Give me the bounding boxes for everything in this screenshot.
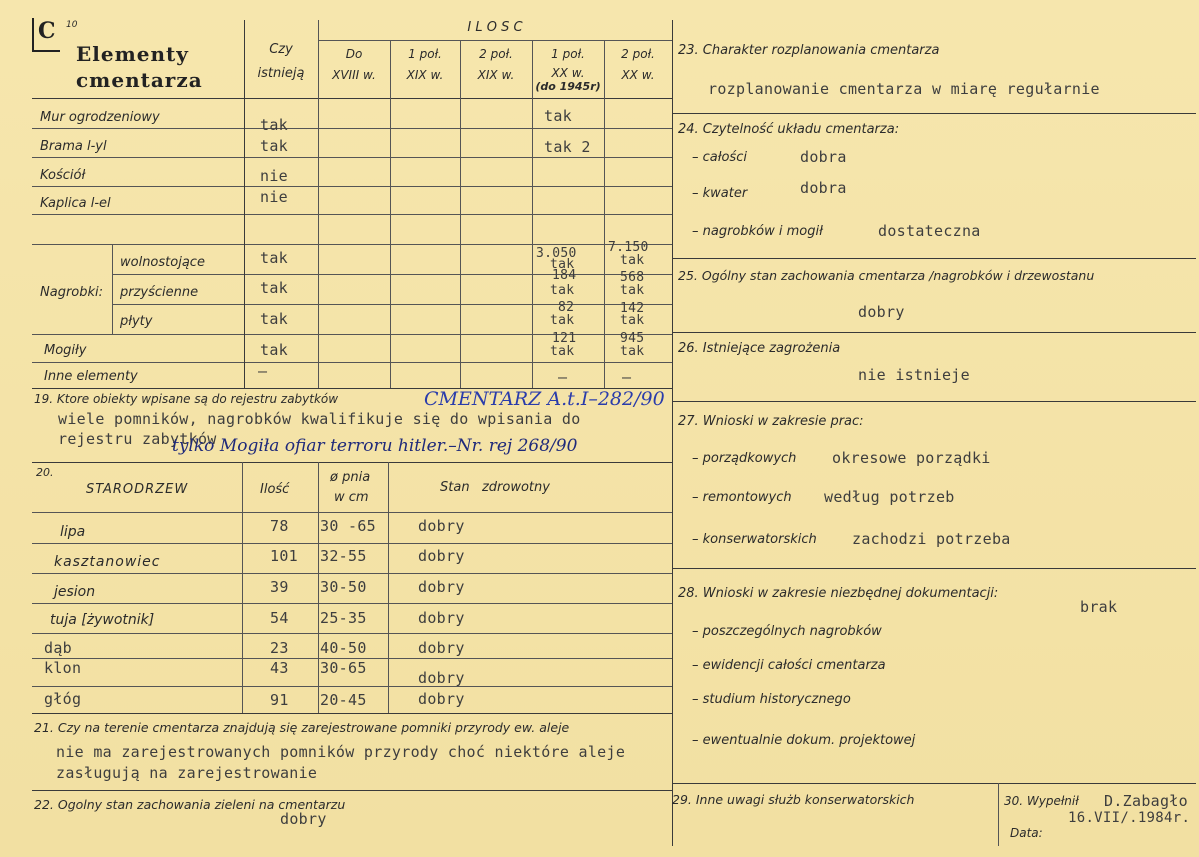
tree-name: kasztanowiec xyxy=(54,554,161,570)
q28-label: 28. Wnioski w zakresie niezbędnej dokumentacji: xyxy=(678,586,999,601)
header-pol1-xx-3: (do 1945r) xyxy=(535,80,601,93)
q24-nagrobkow-label: – nagrobków i mogił xyxy=(692,224,823,239)
cell-mogily-czy: tak xyxy=(260,341,288,359)
q19-line1: wiele pomników, nagrobków kwalifikuje się do wpisania do xyxy=(58,410,581,428)
tree-health: dobry xyxy=(418,639,465,657)
cell-wolnostojace-pol2xx: tak xyxy=(620,253,645,268)
q19-handwritten-note: tylko Mogiła ofiar terroru hitler.–Nr. rej 268/90 xyxy=(172,436,578,456)
cell-kaplica-czy: nie xyxy=(260,188,288,206)
tree-count: 91 xyxy=(270,691,289,709)
header-pol2-xix-1: 2 poł. xyxy=(479,47,513,61)
header-pol1-xx-2: XX w. xyxy=(551,66,585,80)
q27-rem-value: według potrzeb xyxy=(824,488,955,506)
q20-header-health: Stan zdrowotny xyxy=(440,480,550,495)
cell-przyscienne-pol2xx: tak xyxy=(620,283,645,298)
tree-count: 78 xyxy=(270,517,289,535)
section-sup: 10 xyxy=(66,20,78,30)
tree-name: głóg xyxy=(44,690,82,708)
tree-health: dobry xyxy=(418,547,465,565)
q23-value: rozplanowanie cmentarza w miarę regułarnie xyxy=(708,80,1100,98)
header-pol1-xix-2: XIX w. xyxy=(406,68,444,82)
q20-header-diam-1: ø pnia xyxy=(330,470,371,485)
form-title-line1: Elementy xyxy=(76,42,189,66)
header-pol1-xx-1: 1 poł. xyxy=(551,47,585,61)
q22-value: dobry xyxy=(280,810,327,828)
header-ilosc: I L O S C xyxy=(467,20,523,35)
q28-item3: – studium historycznego xyxy=(692,692,851,707)
q25-label: 25. Ogólny stan zachowania cmentarza /nagrobków i drzewostanu xyxy=(678,268,1095,283)
tree-diam: 30-50 xyxy=(320,578,367,596)
q26-label: 26. Istniejące zagrożenia xyxy=(678,341,841,356)
tree-diam: 32-55 xyxy=(320,547,367,565)
q21-label: 21. Czy na terenie cmentarza znajdują się zarejestrowane pomniki przyrody ew. aleje xyxy=(34,720,570,735)
header-do-xviii-2: XVIII w. xyxy=(332,68,376,82)
tree-name: jesion xyxy=(54,584,96,600)
cell-wolnostojace-pol1xx-num: 3.050 xyxy=(536,246,577,261)
cell-plyty-pol1xx: tak xyxy=(550,313,575,328)
row-label-brama: Brama l-yl xyxy=(40,139,107,154)
header-do-xviii-1: Do xyxy=(345,47,363,61)
q23-label: 23. Charakter rozplanowania cmentarza xyxy=(678,43,940,58)
row-label-inne: Inne elementy xyxy=(44,369,138,384)
q27-kons-label: – konserwatorskich xyxy=(692,532,817,547)
row-label-przyscienne: przyścienne xyxy=(120,285,199,300)
tree-diam: 30 -65 xyxy=(320,517,376,535)
q20-header-tree: STARODRZEW xyxy=(86,482,189,497)
row-label-mur: Mur ogrodzeniowy xyxy=(40,110,160,125)
q27-porz-label: – porządkowych xyxy=(692,451,797,466)
tree-diam: 20-45 xyxy=(320,691,367,709)
q29-label: 29. Inne uwagi służb konserwatorskich xyxy=(672,792,915,807)
q19-label: 19. Ktore obiekty wpisane są do rejestru zabytków xyxy=(34,392,339,406)
header-istnieja: istnieją xyxy=(257,66,305,81)
cell-inne-pol2xx: — xyxy=(622,368,632,386)
cell-przyscienne-czy: tak xyxy=(260,279,288,297)
cell-wolnostojace-czy: tak xyxy=(260,249,288,267)
q28-item1: – poszczególnych nagrobków xyxy=(692,624,882,639)
tree-name: klon xyxy=(44,659,82,677)
cell-brama-pol1xx: tak 2 xyxy=(544,138,591,156)
cell-kosciol-czy: nie xyxy=(260,167,288,185)
header-pol2-xx-1: 2 poł. xyxy=(621,47,655,61)
tree-health: dobry xyxy=(418,517,465,535)
tree-health: dobry xyxy=(418,578,465,596)
tree-count: 101 xyxy=(270,547,298,565)
cell-przyscienne-pol2xx-num: 568 xyxy=(620,270,645,285)
cell-wolnostojace-pol2xx-num: 7.150 xyxy=(608,240,649,255)
q24-calosci-value: dobra xyxy=(800,148,847,166)
cell-mur-pol1xx: tak xyxy=(544,107,572,125)
tree-health: dobry xyxy=(418,609,465,627)
q24-label: 24. Czytelność układu cmentarza: xyxy=(678,122,900,137)
q19-line2: rejestru zabytków xyxy=(58,430,217,448)
q20-header-diam-2: w cm xyxy=(334,490,369,505)
row-label-wolnostojace: wolnostojące xyxy=(120,255,205,270)
cell-plyty-czy: tak xyxy=(260,310,288,328)
tree-health: dobry xyxy=(418,669,465,687)
q20-number: 20. xyxy=(36,466,54,479)
q28-value: brak xyxy=(1080,598,1118,616)
header-pol2-xx-2: XX w. xyxy=(621,68,655,82)
q27-label: 27. Wnioski w zakresie prac: xyxy=(678,414,864,429)
q28-item2: – ewidencji całości cmentarza xyxy=(692,658,886,673)
cell-mogily-pol1xx: tak xyxy=(550,344,575,359)
header-pol2-xix-2: XIX w. xyxy=(477,68,515,82)
tree-health: dobry xyxy=(418,690,465,708)
q21-line1: nie ma zarejestrowanych pomników przyrody choć niektóre aleje xyxy=(56,743,626,761)
row-label-nagrobki: Nagrobki: xyxy=(40,285,104,300)
tree-count: 43 xyxy=(270,659,289,677)
q20-header-count: Ilość xyxy=(260,482,290,497)
cell-mur-czy: tak xyxy=(260,116,288,134)
q25-value: dobry xyxy=(858,303,905,321)
q30-label: 30. Wypełnił xyxy=(1004,794,1079,808)
cell-mogily-pol1xx-num: 121 xyxy=(552,331,577,346)
q30-date-label: Data: xyxy=(1010,826,1043,840)
header-czy: Czy xyxy=(269,42,293,57)
tree-count: 39 xyxy=(270,578,289,596)
cell-przyscienne-pol1xx: tak xyxy=(550,283,575,298)
cell-wolnostojace-pol1xx: tak xyxy=(550,257,575,272)
cell-plyty-pol2xx: tak xyxy=(620,313,645,328)
tree-diam: 30-65 xyxy=(320,659,367,677)
cell-brama-czy: tak xyxy=(260,137,288,155)
q30-date: 16.VII/.1984r. xyxy=(1068,810,1191,826)
q24-kwater-label: – kwater xyxy=(692,186,748,201)
row-label-plyty: płyty xyxy=(120,314,153,329)
cell-inne-czy: — xyxy=(258,362,268,380)
tree-diam: 25-35 xyxy=(320,609,367,627)
q19-handwritten-register: CMENTARZ A.t.I–282/90 xyxy=(424,388,665,410)
section-letter: C xyxy=(38,18,57,44)
q28-item4: – ewentualnie dokum. projektowej xyxy=(692,733,916,748)
tree-diam: 40-50 xyxy=(320,639,367,657)
cell-plyty-pol1xx-num: 82 xyxy=(558,300,575,315)
tree-count: 54 xyxy=(270,609,289,627)
tree-name: dąb xyxy=(44,639,72,657)
cell-plyty-pol2xx-num: 142 xyxy=(620,301,645,316)
q26-value: nie istnieje xyxy=(858,366,970,384)
cell-mogily-pol2xx-num: 945 xyxy=(620,331,645,346)
q24-kwater-value: dobra xyxy=(800,179,847,197)
form-title-line2: cmentarza xyxy=(76,68,203,92)
row-label-kosciol: Kościół xyxy=(40,168,86,183)
q24-nagrobkow-value: dostateczna xyxy=(878,222,981,240)
q27-rem-label: – remontowych xyxy=(692,490,792,505)
row-label-kaplica: Kaplica l-el xyxy=(40,196,111,211)
q27-kons-value: zachodzi potrzeba xyxy=(852,530,1011,548)
tree-name: lipa xyxy=(60,524,86,540)
q24-calosci-label: – całości xyxy=(692,150,747,165)
cell-przyscienne-pol1xx-num: 184 xyxy=(552,268,577,283)
q21-line2: zasługują na zarejestrowanie xyxy=(56,764,318,782)
tree-count: 23 xyxy=(270,639,289,657)
q22-label: 22. Ogolny stan zachowania zieleni na cmentarzu xyxy=(34,797,346,812)
cell-inne-pol1xx: — xyxy=(558,368,568,386)
q27-porz-value: okresowe porządki xyxy=(832,449,991,467)
row-label-mogily: Mogiły xyxy=(44,343,87,358)
cell-mogily-pol2xx: tak xyxy=(620,344,645,359)
header-pol1-xix-1: 1 poł. xyxy=(408,47,442,61)
q30-name: D.Zabagło xyxy=(1104,792,1188,810)
tree-name: tuja [żywotnik] xyxy=(50,612,155,628)
